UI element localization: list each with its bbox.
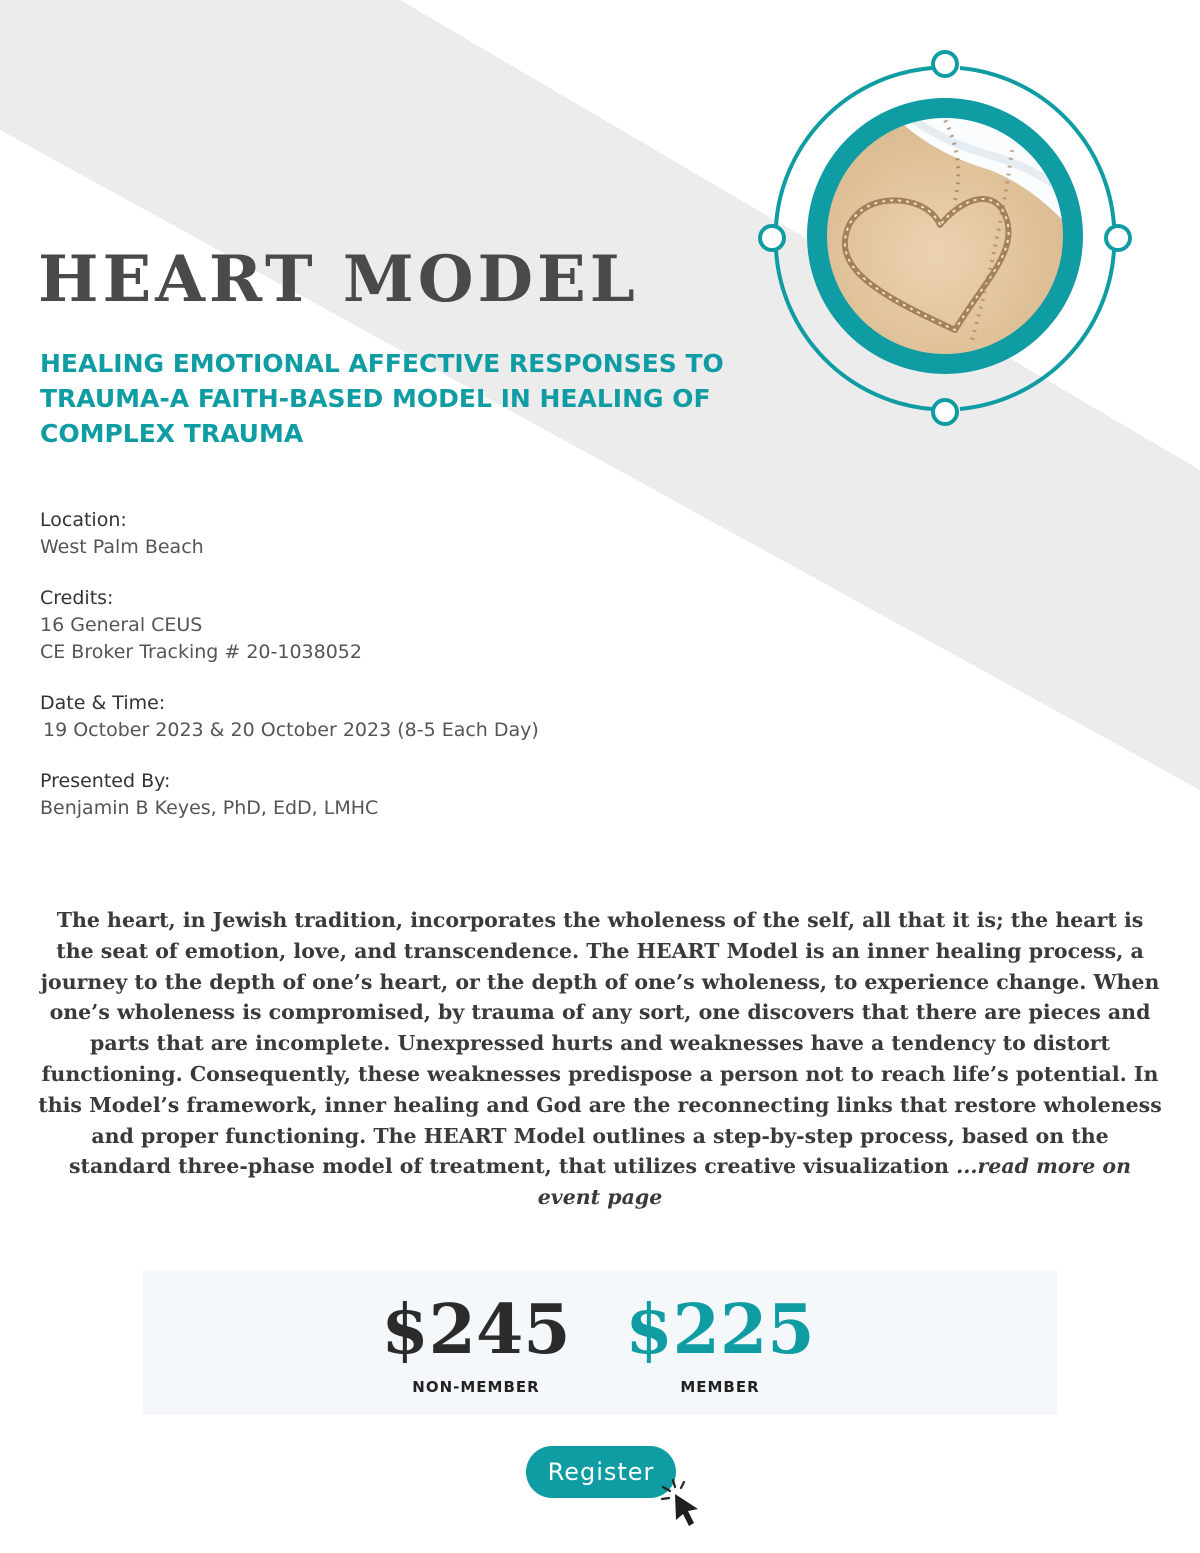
register-button[interactable]: Register	[526, 1446, 676, 1498]
orbit-node	[1106, 226, 1130, 250]
orbit-node	[933, 52, 957, 76]
non-member-price-amount: $245	[381, 1290, 571, 1370]
pricing-box	[143, 1270, 1057, 1415]
credits-label: Credits:	[40, 587, 114, 609]
datetime-value: 19 October 2023 & 20 October 2023 (8-5 Each Day)	[43, 719, 539, 741]
event-subtitle: HEALING EMOTIONAL AFFECTIVE RESPONSES TO TRAUMA-A FAITH-BASED MODEL IN HEALING OF COMPLEX TRAUMA	[40, 349, 724, 448]
event-title: HEART MODEL	[38, 242, 639, 317]
location-value: West Palm Beach	[40, 536, 204, 558]
datetime-detail	[40, 689, 740, 744]
member-price-label: MEMBER	[680, 1378, 760, 1396]
read-more-link[interactable]: ...read more on event page	[537, 1154, 1131, 1210]
member-price	[620, 1290, 820, 1396]
presenter-label: Presented By:	[40, 770, 171, 792]
presenter-value: Benjamin B Keyes, PhD, EdD, LMHC	[40, 797, 379, 819]
presenter-detail	[40, 767, 740, 822]
event-details	[40, 506, 740, 845]
datetime-label: Date & Time:	[40, 692, 166, 714]
location-label: Location:	[40, 509, 127, 531]
non-member-price-label: NON-MEMBER	[412, 1378, 540, 1396]
member-price-amount: $225	[625, 1290, 815, 1370]
credits-value: 16 General CEUS	[40, 614, 203, 636]
description-text: The heart, in Jewish tradition, incorporates the wholeness of the self, all that it is; the heart is the seat of emotion, love, and transcendence. The HEART Model is an inner healing process, a journey to the depth of one’s heart, or the depth of one’s wholeness, to experience change. When one’s wholeness is compromised, by trauma of any sort, one discovers that there are pieces and parts that are incomplete. Unexpressed hurts and weaknesses have a tendency to distort functioning. Consequently, these weaknesses predispose a person not to reach life’s potential. In this Model’s framework, inner healing and God are the reconnecting links that restore wholeness and proper functioning. The HEART Model outlines a step-by-step process, based on the standard three-phase model of treatment, that utilizes creative visualization	[38, 908, 1162, 1179]
orbit-node	[933, 400, 957, 424]
tracking-number: CE Broker Tracking # 20-1038052	[40, 641, 362, 663]
credits-detail	[40, 584, 740, 666]
orbit-node	[760, 226, 784, 250]
location-detail	[40, 506, 740, 561]
event-description	[38, 905, 1162, 1213]
hero-image-graphic	[750, 40, 1150, 440]
pointer-cursor-icon	[660, 1478, 706, 1530]
non-member-price	[376, 1290, 576, 1396]
